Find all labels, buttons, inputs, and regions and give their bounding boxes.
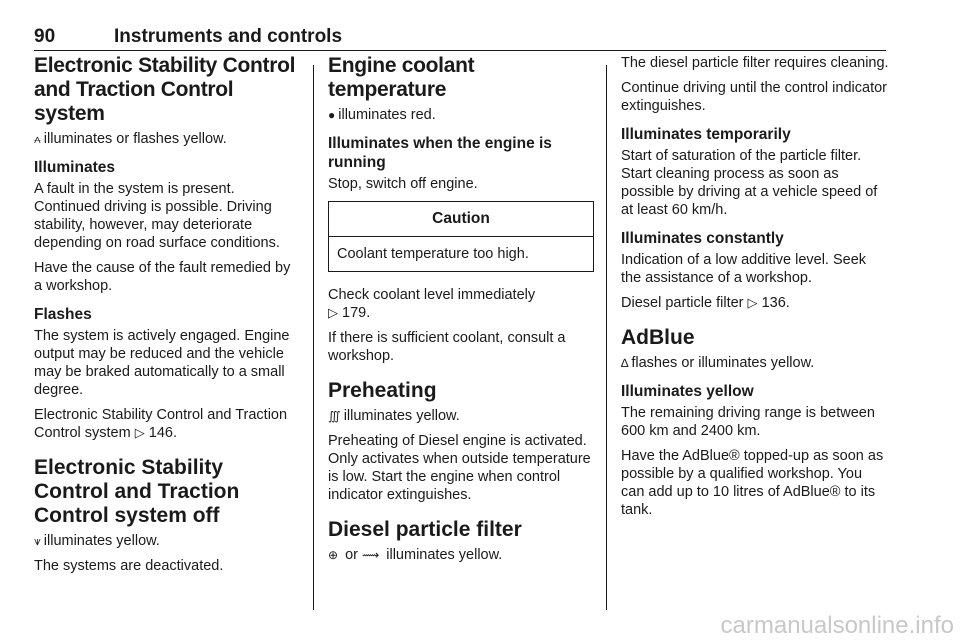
paragraph: ⊕ or ⟿ illuminates yellow. [328,547,503,563]
paragraph: Check coolant level immediately ▷ 179. [328,287,536,321]
column-2 [328,54,594,571]
page-link[interactable]: 136. [761,295,790,311]
page-link[interactable]: 179. [342,305,371,321]
paragraph: ∆ flashes or illuminates yellow. [621,355,815,371]
red-dot-icon: ● [328,108,336,122]
adblue-icon: ∆ [621,356,629,370]
paragraph: Continue driving until the control indicator extinguishes. [621,80,887,114]
paragraph: If there is sufficient coolant, consult a workshop. [328,330,566,364]
column-divider [606,65,607,610]
paragraph: ⩜ illuminates or flashes yellow. [34,131,227,147]
paragraph: Preheating of Diesel engine is activated. Only activates when outside temperature is low. Start the engine when control indicator extinguishes. [328,433,591,503]
reference-arrow-icon: ▷ [328,305,338,320]
subheading: Illuminates yellow [621,383,754,400]
subheading: Illuminates when the engine is running [328,135,552,171]
heading-adblue: AdBlue [621,326,695,349]
preheating-coil-icon: ∭ [328,409,341,423]
page-header [34,26,886,51]
exhaust-icon: ⟿ [362,548,380,562]
paragraph: Have the AdBlue® topped-up as soon as possible by a qualified workshop. You can add up to 10 litres of AdBlue® to its tank. [621,448,884,518]
subheading: Flashes [34,306,92,323]
paragraph: ● illuminates red. [328,107,436,123]
caution-title: Caution [329,202,593,237]
page-link[interactable]: 146. [148,425,177,441]
paragraph: Indication of a low additive level. Seek the assistance of a workshop. [621,252,867,286]
page-number: 90 [34,26,56,47]
esc-traction-icon: ⩜ [34,132,41,146]
paragraph: The diesel particle filter requires cleaning. [621,55,889,71]
column-divider [313,65,314,610]
paragraph: A fault in the system is present. Continued driving is possible. Driving stability, however, may deteriorate depending on road surface conditions. [34,181,280,251]
paragraph: Electronic Stability Control and Traction Control system ▷ 146. [34,407,288,441]
column-3 [621,54,889,526]
subheading: Illuminates temporarily [621,126,791,143]
caution-box [328,201,594,272]
reference-arrow-icon: ▷ [134,425,145,440]
esc-off-icon: ⩛ [34,534,41,548]
paragraph: ∭ illuminates yellow. [328,408,460,424]
heading-coolant: Engine coolant temperature [328,54,475,101]
paragraph: ⩛ illuminates yellow. [34,533,160,549]
heading-preheating: Preheating [328,379,437,402]
watermark: carmanualsonline.info [720,612,954,639]
subheading: Illuminates constantly [621,230,784,247]
dpf-icon: ⊕ [328,548,339,562]
section-title: Instruments and controls [114,26,343,47]
caution-text: Coolant temperature too high. [337,246,529,262]
paragraph: Start of saturation of the particle filter. Start cleaning process as soon as possible by driving at a vehicle speed of at least 60 km/h. [621,148,878,218]
column-1 [34,54,302,582]
paragraph: The system is actively engaged. Engine output may be reduced and the vehicle may be braked automatically to a small degree. [34,328,290,398]
paragraph: Diesel particle filter ▷ 136. [621,295,790,311]
heading-dpf: Diesel particle filter [328,518,522,541]
subheading: Illuminates [34,159,115,176]
paragraph: The remaining driving range is between 600 km and 2400 km. [621,405,875,439]
paragraph: Stop, switch off engine. [328,176,478,192]
paragraph: Have the cause of the fault remedied by a workshop. [34,260,291,294]
paragraph: The systems are deactivated. [34,558,224,574]
reference-arrow-icon: ▷ [747,295,758,310]
heading-esc: Electronic Stability Control and Traction Control system [34,54,296,125]
heading-esc-off: Electronic Stability Control and Traction Control system off [34,456,240,527]
